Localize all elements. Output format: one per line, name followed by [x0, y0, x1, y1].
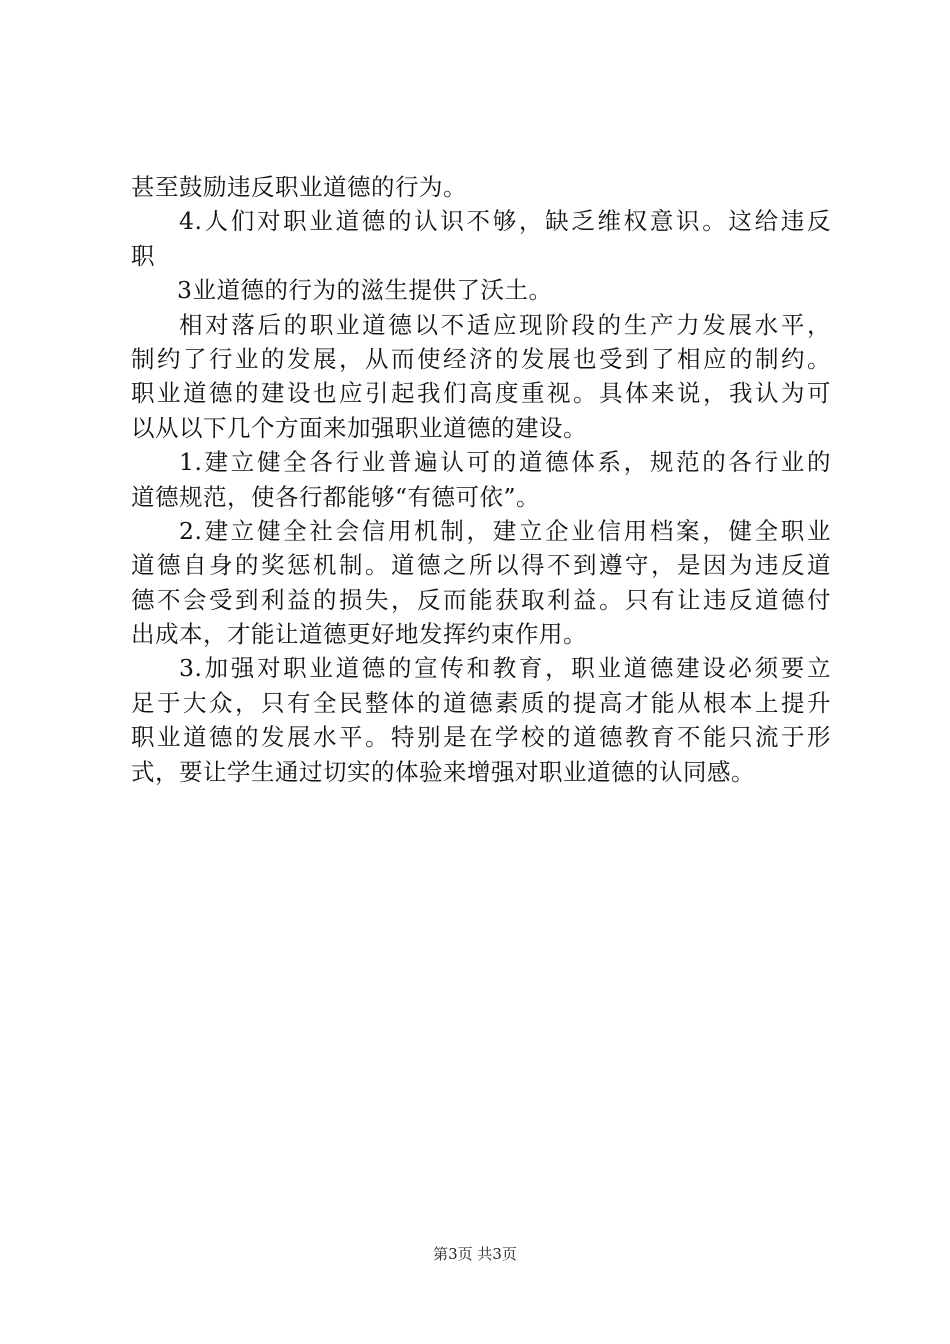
text-line-14: 出成本，才能让道德更好地发挥约束作用。 — [131, 620, 587, 649]
text-line-2: 4.人们对职业道德的认识不够，缺乏维权意识。这给违反 — [179, 207, 831, 236]
text-line-11: 2.建立健全社会信用机制，建立企业信用档案，健全职业 — [179, 516, 831, 545]
text-line-15: 3.加强对职业道德的宣传和教育，职业道德建设必须要立 — [179, 654, 831, 683]
text-line-16: 足于大众，只有全民整体的道德素质的提高才能从根本上提升 — [131, 688, 831, 717]
text-line-5: 相对落后的职业道德以不适应现阶段的生产力发展水平， — [179, 310, 831, 339]
text-line-1: 甚至鼓励违反职业道德的行为。 — [131, 173, 467, 201]
text-line-17: 职业道德的发展水平。特别是在学校的道德教育不能只流于形 — [131, 723, 831, 752]
text-line-18: 式，要让学生通过切实的体验来增强对职业道德的认同感。 — [131, 757, 755, 786]
document-body — [131, 170, 831, 789]
text-line-13: 德不会受到利益的损失，反而能获取利益。只有让违反道德付 — [131, 585, 831, 614]
text-line-3: 职 — [131, 241, 155, 270]
text-line-7: 职业道德的建设也应引起我们高度重视。具体来说，我认为可 — [131, 379, 831, 408]
text-line-6: 制约了行业的发展，从而使经济的发展也受到了相应的制约。 — [131, 344, 831, 373]
text-line-9: 1.建立健全各行业普遍认可的道德体系，规范的各行业的 — [179, 448, 831, 477]
text-line-12: 道德自身的奖惩机制。道德之所以得不到遵守，是因为违反道 — [131, 551, 831, 580]
text-line-8: 以从以下几个方面来加强职业道德的建设。 — [131, 413, 587, 442]
text-line-10: 道德规范，使各行都能够“有德可依”。 — [131, 482, 541, 511]
text-line-4: 3业道德的行为的滋生提供了沃土。 — [177, 276, 553, 305]
page-footer: 第3页 共3页 — [433, 1245, 517, 1263]
